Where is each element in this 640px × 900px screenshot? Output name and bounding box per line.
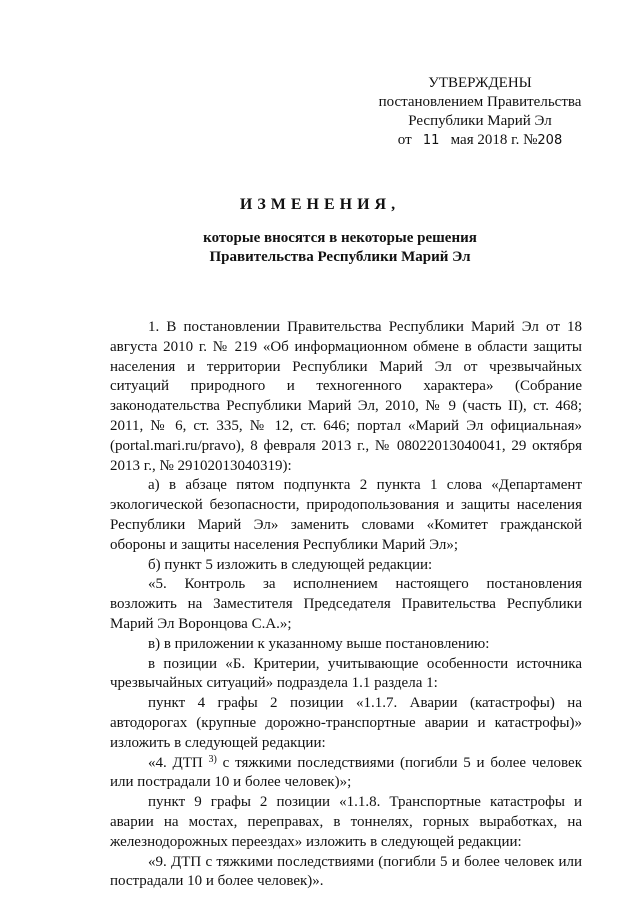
- subtitle-line-2: Правительства Республики Марий Эл: [209, 249, 471, 265]
- approval-line-2: Республики Марий Эл: [408, 113, 552, 129]
- paragraph-2: а) в абзаце пятом подпункта 2 пункта 1 слова «Департамент экологической безопасности, природопользования и защиты населения Республики Марий Эл» заменить словами «Комитет гражданской обороны и защиты населения Республики Марий Эл»;: [110, 477, 582, 553]
- number-prefix: №: [523, 132, 538, 148]
- document-body: [110, 318, 582, 892]
- paragraph-8-start: «4. ДТП: [148, 754, 203, 771]
- paragraph-7: пункт 4 графы 2 позиции «1.1.7. Аварии (катастрофы) на автодорогах (крупные дорожно-транспортные аварии и катастрофы)» изложить в следующей редакции:: [110, 695, 582, 751]
- paragraph-8: [110, 754, 582, 794]
- date-prefix: от: [397, 132, 412, 148]
- approval-heading: УТВЕРЖДЕНЫ: [428, 75, 532, 91]
- document-title: ИЗМЕНЕНИЯ,: [239, 196, 401, 213]
- subtitle-line-1: которые вносятся в некоторые решения: [203, 230, 477, 246]
- date-month-year: мая 2018 г.: [450, 132, 520, 148]
- paragraph-10: «9. ДТП с тяжкими последствиями (погибли 5 и более человек или пострадали 10 и более человек)».: [110, 853, 582, 890]
- document-number: 208: [537, 133, 563, 148]
- paragraph-1: 1. В постановлении Правительства Республики Марий Эл от 18 августа 2010 г. № 219 «Об информационном обмене в области защиты населения и территории Республики Марий Эл от чрезвычайных ситуаций природного и техногенного характера» (Собрание законодательства Республики Марий Эл, 2010, № 9 (часть II), ст. 468; 2011, № 6, ст. 335, № 12, ст. 646; портал «Марий Эл официальная» (portal.mari.ru/pravo), 8 февраля 2013 г., № 08022013040041, 29 октября 2013 г., № 29102013040319):: [110, 319, 582, 474]
- approval-date-line: [370, 131, 590, 150]
- paragraph-4: «5. Контроль за исполнением настоящего постановления возложить на Заместителя Председателя Правительства Республики Марий Эл Воронцова С.А.»;: [110, 576, 582, 632]
- approval-block: [370, 74, 590, 150]
- date-day: 11: [422, 133, 440, 148]
- paragraph-9: пункт 9 графы 2 позиции «1.1.8. Транспортные катастрофы и аварии на мостах, переправах, в тоннелях, горных выработках, на железнодорожных переездах» изложить в следующей редакции:: [110, 794, 582, 850]
- paragraph-3: б) пункт 5 изложить в следующей редакции:: [148, 556, 433, 573]
- document-subtitle: [110, 229, 570, 267]
- paragraph-8-end: с тяжкими последствиями (погибли 5 и более человек или пострадали 10 и более человек)»;: [110, 754, 582, 791]
- footnote-marker: 3): [208, 753, 217, 765]
- paragraph-6: в позиции «Б. Критерии, учитывающие особенности источника чрезвычайных ситуаций» подраздела 1.1 раздела 1:: [110, 655, 582, 692]
- approval-line-1: постановлением Правительства: [378, 94, 582, 110]
- paragraph-5: в) в приложении к указанному выше постановлению:: [148, 635, 490, 652]
